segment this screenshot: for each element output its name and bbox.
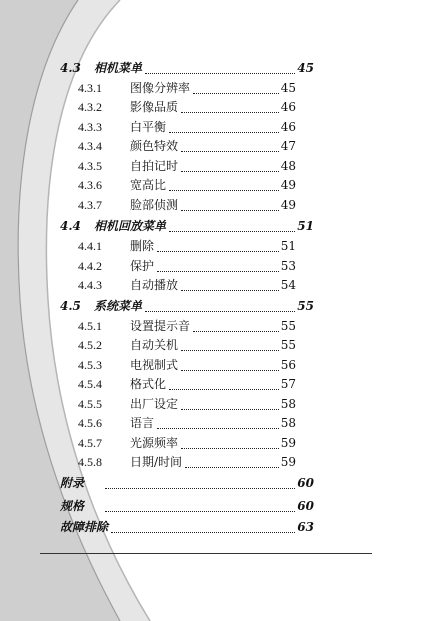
toc-item-4-4-1[interactable] [0,236,296,256]
toc-section-title: 相机菜单 [94,61,143,75]
toc-item-4-4-2[interactable] [0,256,296,276]
toc-page-number: 46 [280,100,296,114]
toc-item-number: 4.3.1 [78,81,102,95]
toc-item-4-5-6[interactable] [0,413,296,433]
toc-item-title: 白平衡 [130,120,167,134]
toc-item-title: 保护 [130,259,155,273]
toc-item-title: 颜色特效 [130,139,179,153]
toc-item-title: 格式化 [130,377,167,391]
toc-section-title: 附录 [60,476,85,490]
toc-item-number: 4.3.3 [78,120,102,134]
toc-item-4-5-3[interactable] [0,355,296,375]
toc-item-4-3-5[interactable] [0,156,296,176]
toc-item-number: 4.5.4 [78,377,102,391]
toc-page-number: 60 [297,499,314,513]
toc-section-4-5[interactable] [0,296,314,316]
toc-page-number: 63 [297,520,314,534]
toc-section-title: 规格 [60,499,85,513]
dot-leader [181,98,279,113]
toc-item-number: 4.3.2 [78,100,102,114]
dot-leader [111,518,295,533]
dot-leader [145,297,295,312]
toc-page-number: 56 [280,358,296,372]
toc-section-title: 系统菜单 [94,299,143,313]
toc-item-title: 电视制式 [130,358,179,372]
toc-item-4-5-4[interactable] [0,374,296,394]
toc-item-number: 4.5.6 [78,416,102,430]
toc-page-number: 47 [280,139,296,153]
dot-leader [181,336,279,351]
dot-leader [193,79,279,94]
toc-item-number: 4.3.6 [78,178,102,192]
toc-item-number: 4.5.1 [78,319,102,333]
toc-item-4-3-6[interactable] [0,175,296,195]
toc-item-title: 自动关机 [130,338,179,352]
toc-item-4-3-2[interactable] [0,97,296,117]
toc-page-number: 45 [280,81,296,95]
dot-leader [145,59,295,74]
toc-section-number: 4.5 [60,299,81,313]
toc-item-title: 光源频率 [130,436,179,450]
toc-item-title: 日期/时间 [130,455,183,469]
toc-item-4-3-3[interactable] [0,117,296,137]
toc-item-number: 4.5.2 [78,338,102,352]
toc-page-number: 59 [280,436,296,450]
toc-item-number: 4.3.4 [78,139,102,153]
toc-page-number: 46 [280,120,296,134]
toc-item-number: 4.4.2 [78,259,102,273]
toc-item-title: 自拍记时 [130,159,179,173]
toc-item-4-5-7[interactable] [0,433,296,453]
dot-leader [181,356,279,371]
toc-item-number: 4.5.7 [78,436,102,450]
toc-item-4-5-2[interactable] [0,335,296,355]
footer-rule [40,553,372,554]
toc-item-4-3-1[interactable] [0,78,296,98]
toc-item-number: 4.4.3 [78,278,102,292]
toc-page-number: 60 [297,476,314,490]
dot-leader [169,375,279,390]
toc-item-title: 宽高比 [130,178,167,192]
toc-item-4-5-5[interactable] [0,394,296,414]
toc-appendix[interactable] [0,473,314,493]
toc-section-4-4[interactable] [0,216,314,236]
dot-leader [157,257,279,272]
dot-leader [157,414,279,429]
toc-item-title: 脸部侦测 [130,198,179,212]
toc-page-number: 48 [280,159,296,173]
dot-leader [157,237,279,252]
dot-leader [181,434,279,449]
toc-item-title: 出厂设定 [130,397,179,411]
toc-page-number: 58 [280,397,296,411]
toc-section-title: 故障排除 [60,520,109,534]
toc-page-number: 53 [280,259,296,273]
toc-item-number: 4.5.3 [78,358,102,372]
toc-item-title: 设置提示音 [130,319,191,333]
dot-leader [105,474,295,489]
toc-item-4-4-3[interactable] [0,275,296,295]
toc-troubleshooting[interactable] [0,517,314,537]
toc-section-number: 4.3 [60,61,81,75]
toc-page-number: 54 [280,278,296,292]
dot-leader [105,497,295,512]
toc-page-number: 45 [297,61,314,75]
toc-item-4-5-1[interactable] [0,316,296,336]
toc-section-number: 4.4 [60,219,81,233]
toc-item-4-3-7[interactable] [0,195,296,215]
dot-leader [181,137,279,152]
dot-leader [169,217,295,232]
toc-item-4-5-8[interactable] [0,452,296,472]
dot-leader [181,276,279,291]
toc-item-title: 删除 [130,239,155,253]
toc-page-number: 58 [280,416,296,430]
toc-page-number: 55 [280,338,296,352]
toc-page-number: 49 [280,178,296,192]
toc-item-number: 4.4.1 [78,239,102,253]
toc-item-number: 4.5.8 [78,455,102,469]
toc-page-number: 55 [297,299,314,313]
toc-item-number: 4.5.5 [78,397,102,411]
toc-item-title: 语言 [130,416,155,430]
toc-page-number: 57 [280,377,296,391]
dot-leader [181,196,279,211]
dot-leader [193,317,279,332]
toc-page-number: 51 [280,239,296,253]
toc-item-title: 图像分辨率 [130,81,191,95]
toc-page-number: 49 [280,198,296,212]
dot-leader [181,157,279,172]
toc-item-title: 自动播放 [130,278,179,292]
toc-page-number: 59 [280,455,296,469]
dot-leader [169,176,279,191]
toc-specifications[interactable] [0,496,314,516]
toc-item-4-3-4[interactable] [0,136,296,156]
toc-page-number: 55 [280,319,296,333]
dot-leader [169,118,279,133]
toc-item-number: 4.3.5 [78,159,102,173]
toc-page-number: 51 [297,219,314,233]
toc-item-number: 4.3.7 [78,198,102,212]
toc-section-4-3[interactable] [0,58,314,78]
toc-item-title: 影像品质 [130,100,179,114]
toc-section-title: 相机回放菜单 [94,219,167,233]
dot-leader [185,453,279,468]
dot-leader [181,395,279,410]
